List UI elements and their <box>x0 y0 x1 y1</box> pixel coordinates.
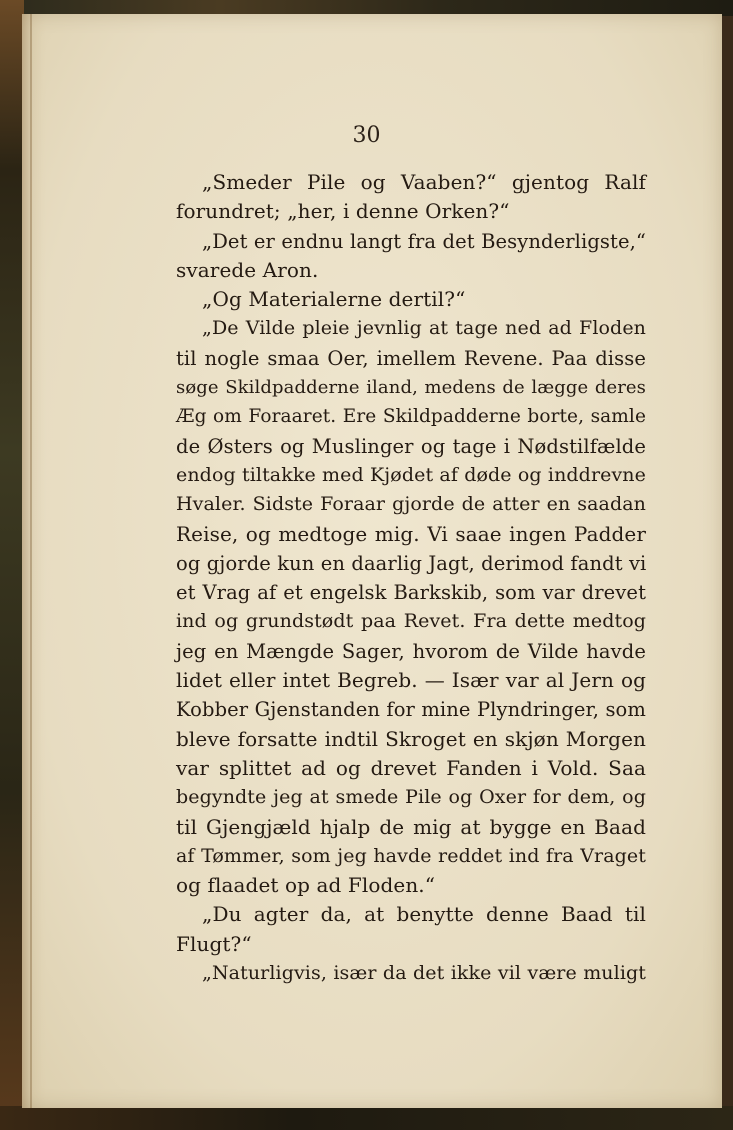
text-line: svarede Aron. <box>176 257 319 282</box>
text-line: Flugt?“ <box>176 931 252 956</box>
text-line: „Du agter da, at benytte denne Baad til <box>202 902 646 927</box>
text-line: og gjorde kun en daarlig Jagt, derimod fandt vi <box>176 551 647 575</box>
text-line: endog tiltakke med Kjødet af døde og inddrevne <box>176 463 646 486</box>
text-line: bleve forsatte indtil Skroget en skjøn Morgen <box>176 726 646 751</box>
text-line: „Smeder Pile og Vaaben?“ gjentog Ralf <box>202 170 646 194</box>
book-cover-left-edge <box>0 0 24 1130</box>
text-line: til nogle smaa Oer, imellem Revene. Paa disse <box>176 346 646 370</box>
text-line: var splittet ad og drevet Fanden i Vold. Saa <box>176 755 646 780</box>
book-cover-bottom-edge <box>0 1106 733 1130</box>
text-line: søge Skildpadderne iland, medens de lægge deres <box>176 377 646 399</box>
text-line: forundret; „her, i denne Orken?“ <box>176 199 510 224</box>
text-line: Kobber Gjenstanden for mine Plyndringer, som <box>176 698 646 722</box>
text-line: „Og Materialerne dertil?“ <box>202 287 466 312</box>
page-gutter-line <box>30 14 32 1108</box>
text-line: lidet eller intet Begreb. — Især var al Jern og <box>176 668 646 693</box>
text-line: et Vrag af et engelsk Barkskib, som var drevet <box>176 581 646 605</box>
page-number: 30 <box>352 123 381 148</box>
text-line: de Østers og Muslinger og tage i Nødstilfælde <box>176 434 646 458</box>
text-line: og flaadet op ad Floden.“ <box>176 873 436 898</box>
text-line: ind og grundstødt paa Revet. Fra dette medtog <box>176 610 646 633</box>
text-line: Æg om Foraaret. Ere Skildpadderne borte, samle <box>176 406 646 428</box>
text-line: begyndte jeg at smede Pile og Oxer for dem, og <box>176 786 646 809</box>
body-text <box>176 168 646 988</box>
text-line: til Gjengjæld hjalp de mig at bygge en Baad <box>176 814 646 839</box>
text-line: Reise, og medtoge mig. Vi saae ingen Padder <box>176 521 646 546</box>
text-line: „Det er endnu langt fra det Besynderligste,“ <box>202 229 646 253</box>
text-line: „De Vilde pleie jevnlig at tage ned ad Floden <box>202 317 646 340</box>
text-line: jeg en Mængde Sager, hvorom de Vilde havde <box>176 639 646 663</box>
text-line: af Tømmer, som jeg havde reddet ind fra Vraget <box>176 844 646 867</box>
text-line: Hvaler. Sidste Foraar gjorde de atter en saadan <box>176 493 646 516</box>
text-line: „Naturligvis, især da det ikke vil være muligt <box>202 962 646 985</box>
